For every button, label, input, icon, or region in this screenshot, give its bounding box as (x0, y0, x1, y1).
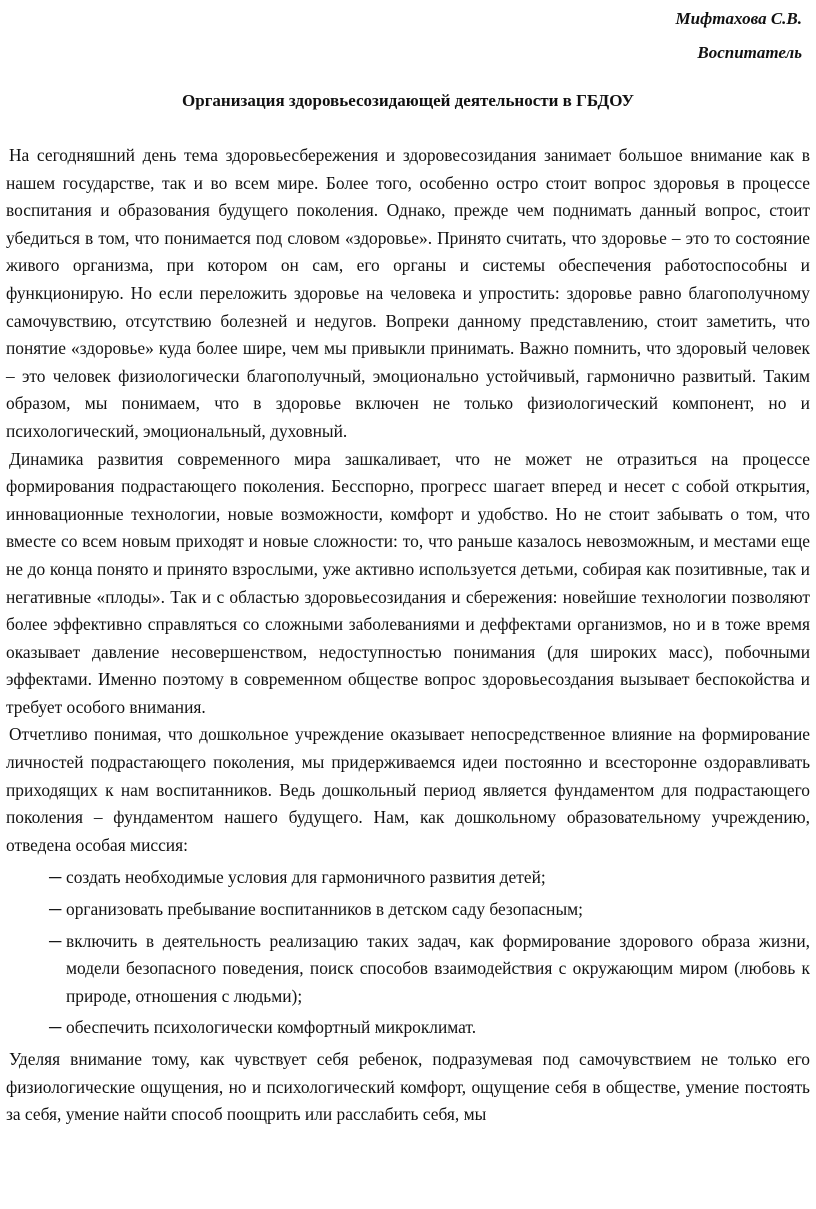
list-item-text: создать необходимые условия для гармоничного развития детей; (66, 867, 546, 888)
paragraph-preschool-mission: Отчетливо понимая, что дошкольное учреждение оказывает непосредственное влияние на формирование личностей подрастающего поколения, мы придерживаемся идеи постоянно и всесторонне оздоравливать приходящих к нам воспитанников. Ведь дошкольный период является фундаментом для подрастающего поколения – фундаментом нашего будущего. Нам, как дошкольному образовательному учреждению, отведена особая миссия: (6, 724, 810, 855)
list-item (6, 928, 810, 1011)
author-role: Воспитатель (697, 43, 802, 62)
document-title: Организация здоровьесозидающей деятельности в ГБДОУ (182, 91, 634, 110)
mission-list (6, 864, 810, 1042)
dash-bullet-icon: ─ (49, 899, 62, 920)
list-item-text: обеспечить психологически комфортный микроклимат. (66, 1017, 477, 1038)
paragraph-modern-world: Динамика развития современного мира зашкаливает, что не может не отразиться на процессе формирования подрастающего поколения. Бесспорно, прогресс шагает вперед и несет с собой открытия, инновационные технологии, новые возможности, комфорт и удобство. Но не стоит забывать о том, что вместе со всем новым приходят и новые сложности: то, что раньше казалось невозможным, и местами еще не до конца понято и принято взрослыми, уже активно используется детьми, собирая как позитивные, так и негативные «плоды». Так и с областью здоровьесозидания и сбережения: новейшие технологии позволяют более эффективно справляться со сложными заболеваниями и деффектами организмов, но и в тоже время оказывает давление несовершенством, недоступностью понимания (для широких масс), побочными эффектами. Именно поэтому в современном обществе вопрос здоровьесоздания вызывает беспокойства и требует особого внимания. (6, 448, 810, 717)
document-body (6, 142, 810, 1129)
list-item (6, 1014, 810, 1042)
dash-bullet-icon: ─ (49, 1017, 62, 1038)
paragraph-child-wellbeing: Уделяя внимание тому, как чувствует себя ребенок, подразумевая под самочувствием не только его физиологические ощущения, но и психологический комфорт, ощущение себя в обществе, умение постоять за себя, умение найти способ поощрить или расслабить себя, мы (6, 1049, 810, 1125)
author-block (676, 2, 802, 70)
list-item-text: включить в деятельность реализацию таких задач, как формирование здорового образа жизни, модели безопасного поведения, поиск способов взаимодействия с окружающим миром (любовь к природе, отношения с людьми); (66, 930, 810, 1006)
list-item (6, 864, 810, 892)
list-item (6, 896, 810, 924)
list-item-text: организовать пребывание воспитанников в детском саду безопасным; (66, 899, 583, 920)
dash-bullet-icon: ─ (49, 930, 62, 951)
author-name: Мифтахова С.В. (675, 9, 802, 28)
dash-bullet-icon: ─ (49, 867, 62, 888)
paragraph-health-definition: На сегодняшний день тема здоровьесбережения и здоровесозидания занимает большое внимание как в нашем государстве, так и во всем мире. Более того, особенно остро стоит вопрос здоровья в процессе воспитания и образования будущего поколения. Однако, прежде чем поднимать данный вопрос, стоит убедиться в том, что понимается под словом «здоровье». Принято считать, что здоровье – это то состояние живого организма, при котором он сам, его органы и системы обеспечения работоспособны и функционирую. Но если переложить здоровье на человека и упростить: здоровье равно благополучному самочувствию, отсутствию болезней и недугов. Вопреки данному представлению, стоит заметить, что понятие «здоровье» куда более шире, чем мы привыкли принимать. Важно помнить, что здоровый человек – это человек физиологически благополучный, эмоционально устойчивый, гармонично развитый. Таким образом, мы понимаем, что в здоровье включен не только физиологический компонент, но и психологический, эмоциональный, духовный. (6, 145, 810, 441)
